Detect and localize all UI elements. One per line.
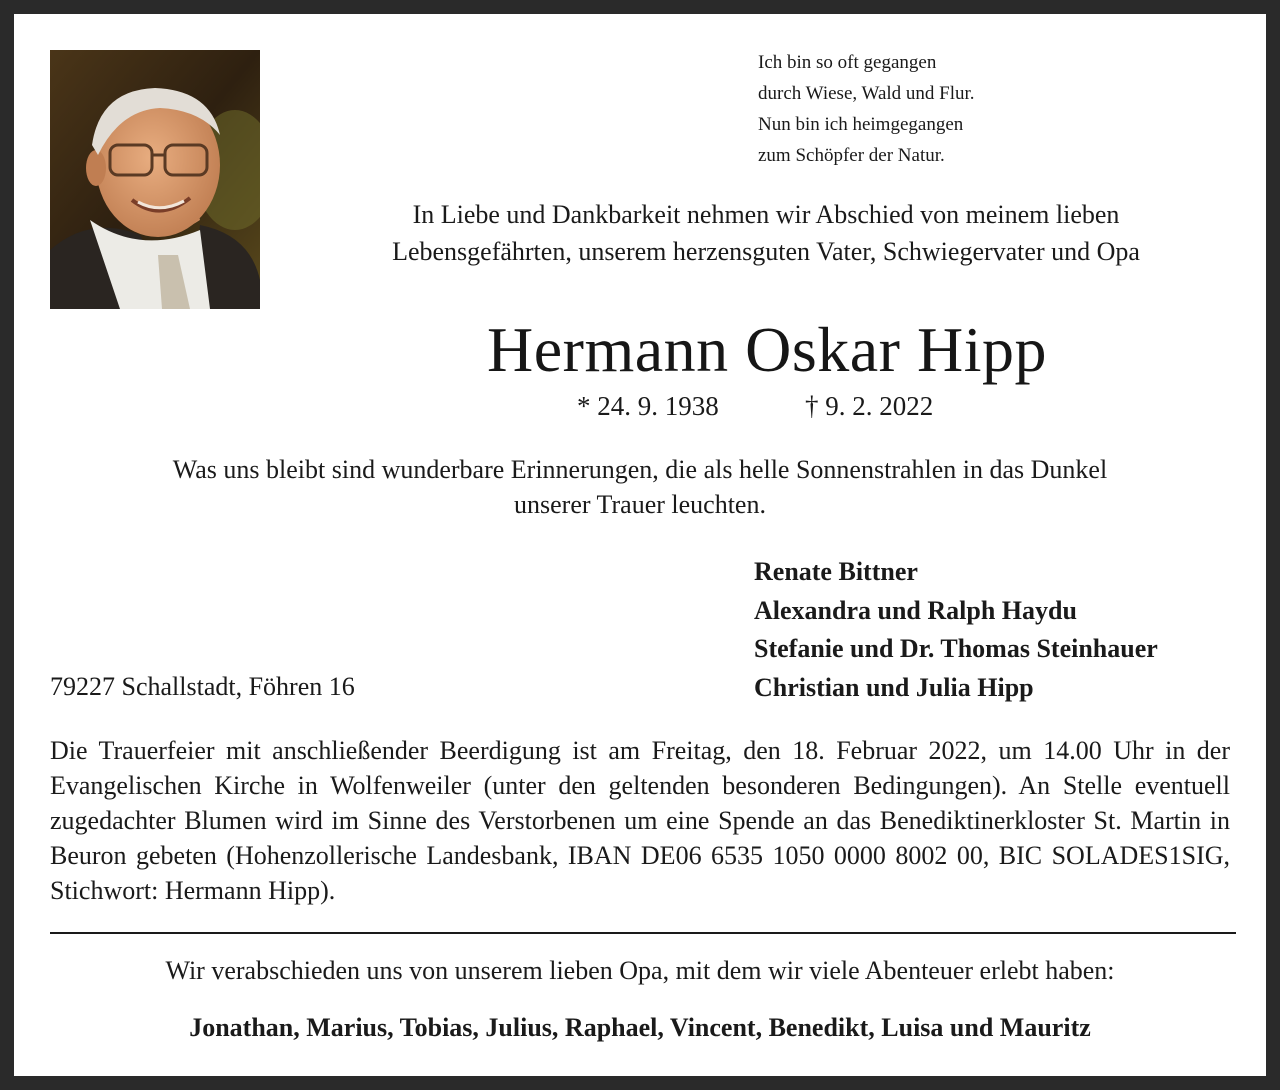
portrait-photo-icon (50, 50, 260, 309)
poem-line: zum Schöpfer der Natur. (758, 145, 945, 166)
family-address: 79227 Schallstadt, Föhren 16 (50, 672, 355, 701)
intro-line: In Liebe und Dankbarkeit nehmen wir Abschied von meinem lieben (412, 200, 1120, 229)
poem-line: durch Wiese, Wald und Flur. (758, 83, 975, 104)
poem-line: Nun bin ich heimgegangen (758, 114, 964, 135)
memory-line: unserer Trauer leuchten. (514, 490, 766, 519)
mourner-name: Renate Bittner (754, 557, 918, 586)
poem (758, 47, 975, 171)
farewell-intro (266, 196, 1266, 270)
memory-quote (50, 452, 1230, 522)
portrait-photo (50, 50, 260, 309)
memory-line: Was uns bleibt sind wunderbare Erinnerungen, die als helle Sonnenstrahlen in das Dunkel (172, 455, 1108, 484)
birth-date: * 24. 9. 1938 (577, 391, 719, 421)
grandchildren-intro: Wir verabschieden uns von unserem lieben Opa, mit dem wir viele Abenteuer erlebt haben: (165, 956, 1115, 985)
mourners-list (754, 553, 1158, 707)
obituary-notice (14, 14, 1266, 1076)
deceased-name: Hermann Oskar Hipp (487, 314, 1047, 385)
funeral-service-info: Die Trauerfeier mit anschließender Beerdigung ist am Freitag, den 18. Februar 2022, um 14.00 Uhr in der Evangelischen Kirche in Wolfenweiler (unter den geltenden besonderen Bedingungen). An Stelle eventuell zugedachter Blumen wird im Sinne des Verstorbenen um eine Spende an das Benediktinerkloster St. Martin in Beuron gebeten (Hohenzollerische Landesbank, IBAN DE06 6535 1050 0000 8002 00, BIC SOLADES1SIG, Stichwort: Hermann Hipp). (50, 736, 1230, 905)
divider (50, 932, 1236, 934)
grandchildren-names: Jonathan, Marius, Tobias, Julius, Raphael, Vincent, Benedikt, Luisa und Mauritz (189, 1013, 1091, 1042)
mourner-name: Alexandra und Ralph Haydu (754, 595, 1077, 625)
poem-line: Ich bin so oft gegangen (758, 52, 937, 73)
death-date: † 9. 2. 2022 (805, 391, 934, 421)
mourner-name: Stefanie und Dr. Thomas Steinhauer (754, 634, 1158, 663)
mourner-name: Christian und Julia Hipp (754, 672, 1034, 702)
intro-line: Lebensgefährten, unserem herzensguten Vater, Schwiegervater und Opa (392, 237, 1140, 266)
